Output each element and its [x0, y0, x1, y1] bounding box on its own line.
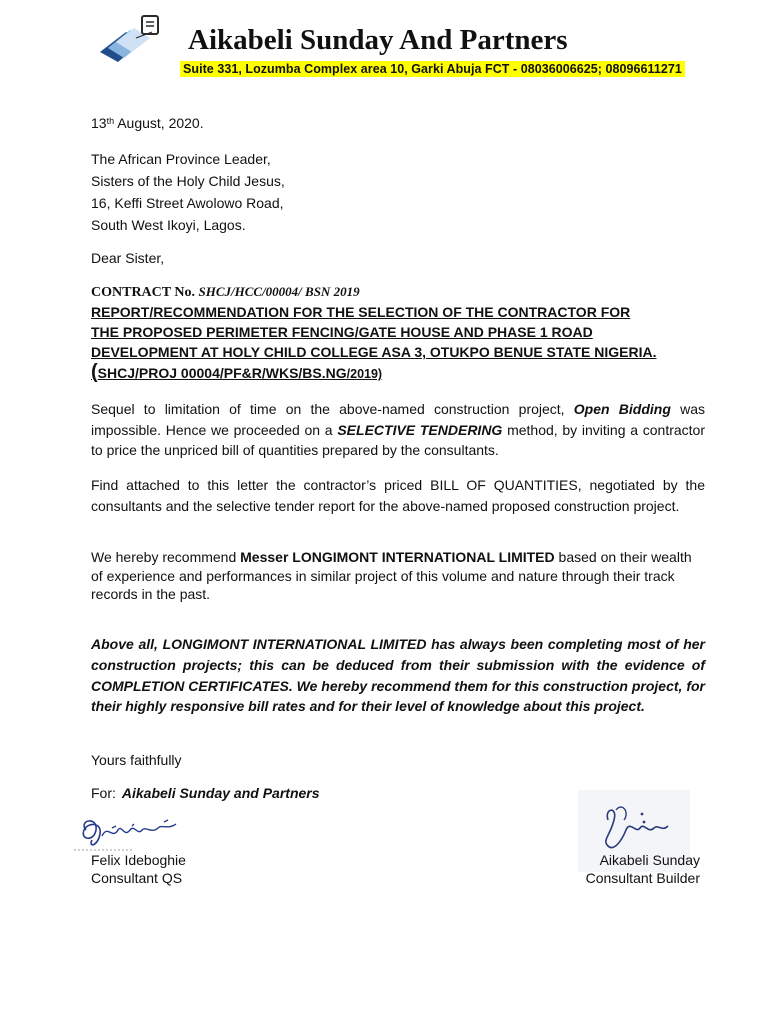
recipient-line: South West Ikoyi, Lagos.: [91, 217, 246, 233]
subject-line: DEVELOPMENT AT HOLY CHILD COLLEGE ASA 3, OTUKPO BENUE STATE NIGERIA.: [91, 344, 657, 360]
signatory-title: Consultant Builder: [585, 870, 700, 886]
subject-line: THE PROPOSED PERIMETER FENCING/GATE HOUSE AND PHASE 1 ROAD: [91, 324, 593, 340]
body-paragraph-3: We hereby recommend Messer LONGIMONT INTERNATIONAL LIMITED based on their wealth of experience and performances in similar project of this volume and nature through their track records in the past.: [91, 549, 692, 602]
for-line: For: Aikabeli Sunday and Partners: [91, 785, 320, 801]
recipient-line: Sisters of the Holy Child Jesus,: [91, 173, 285, 189]
firm-name: Aikabeli Sunday And Partners: [188, 24, 568, 56]
signatory-right: [576, 851, 700, 887]
body-paragraph-4: Above all, LONGIMONT INTERNATIONAL LIMITED has always been completing most of her construction projects; this can be deduced from their submission with the evidence of COMPLETION CERTIFICATES. We hereby recommend them for this construction project, for their highly responsive bill rates and for their level of knowledge about this project.: [91, 636, 705, 715]
body-paragraph-2: Find attached to this letter the contractor’s priced BILL OF QUANTITIES, negotiated by the consultants and the selective tender report for the above-named proposed construction project.: [91, 477, 705, 514]
body-paragraph-1: Sequel to limitation of time on the above-named construction project, Open Bidding was impossible. Hence we proceeded on a SELECTIVE TENDERING method, by inviting a contractor to price the unpriced bill of quantities prepared by the consultants.: [91, 401, 705, 458]
recipient-address: [91, 148, 285, 236]
signatory-name: Aikabeli Sunday: [599, 852, 700, 868]
firm-address: Suite 331, Lozumba Complex area 10, Garki Abuja FCT - 08036006625; 08096611271: [180, 61, 685, 77]
subject-line: REPORT/RECOMMENDATION FOR THE SELECTION OF THE CONTRACTOR FOR: [91, 304, 631, 320]
recipient-line: 16, Keffi Street Awolowo Road,: [91, 195, 284, 211]
closing: Yours faithfully: [91, 752, 182, 768]
recipient-line: The African Province Leader,: [91, 151, 271, 167]
salutation: Dear Sister,: [91, 250, 165, 266]
contract-number: CONTRACT No. SHCJ/HCC/00004/ BSN 2019: [91, 284, 360, 300]
signatory-left: [91, 851, 186, 887]
project-reference: (SHCJ/PROJ 00004/PF&R/WKS/BS.NG/2019): [91, 361, 383, 383]
signatory-title: Consultant QS: [91, 870, 183, 886]
letter-date: 13th August, 2020.: [91, 115, 204, 131]
firm-logo-icon: [96, 12, 166, 64]
signatory-name: Felix Ideboghie: [91, 852, 186, 868]
subject-heading: [91, 302, 711, 384]
signature-left: [72, 810, 192, 856]
